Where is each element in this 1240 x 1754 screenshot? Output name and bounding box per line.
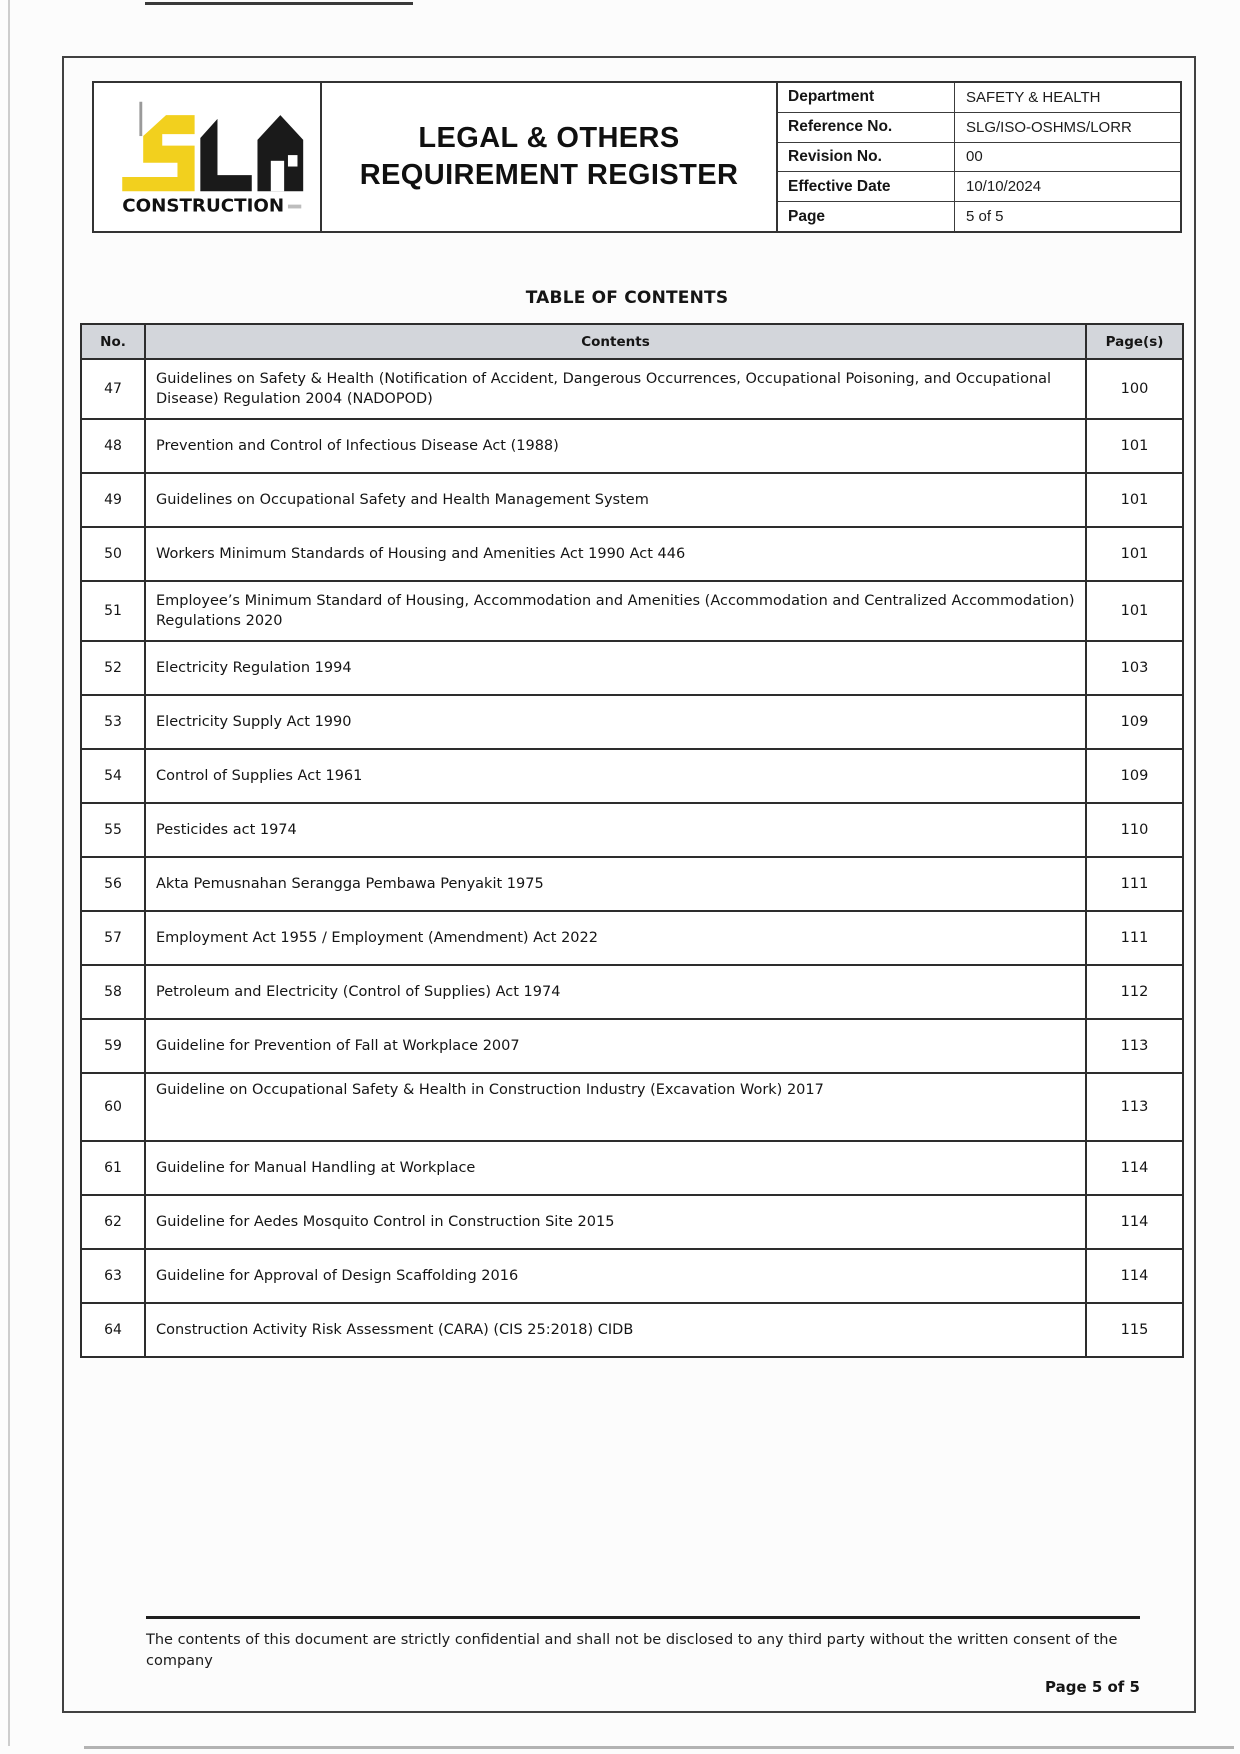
info-label: Department	[778, 83, 955, 112]
table-row	[82, 420, 1182, 474]
row-number: 63	[82, 1250, 146, 1302]
document-info-table	[778, 83, 1180, 231]
row-contents: Guideline on Occupational Safety & Health in Construction Industry (Excavation Work) 2017	[146, 1074, 1087, 1140]
scan-artifact-top	[145, 2, 413, 5]
table-row	[82, 966, 1182, 1020]
row-contents: Guideline for Aedes Mosquito Control in Construction Site 2015	[146, 1196, 1087, 1248]
table-row	[82, 474, 1182, 528]
row-number: 56	[82, 858, 146, 910]
info-value: 10/10/2024	[966, 178, 1042, 196]
info-row-revision-no	[778, 143, 1180, 173]
row-number: 57	[82, 912, 146, 964]
document-header	[92, 81, 1182, 233]
confidentiality-note: The contents of this document are strictly confidential and shall not be disclosed to any third party without the written consent of the company	[146, 1632, 1118, 1669]
row-number: 59	[82, 1020, 146, 1072]
title-line-1: LEGAL & OTHERS	[418, 122, 680, 154]
row-number: 62	[82, 1196, 146, 1248]
row-contents: Electricity Supply Act 1990	[146, 696, 1087, 748]
info-label: Effective Date	[778, 172, 955, 201]
info-row-effective-date	[778, 172, 1180, 202]
row-page-number: 109	[1120, 714, 1149, 730]
info-label: Reference No.	[778, 113, 955, 142]
scan-edge-bottom	[84, 1746, 1234, 1749]
table-row	[82, 1250, 1182, 1304]
row-page-number: 113	[1120, 1038, 1149, 1054]
column-header-contents: Contents	[146, 325, 1087, 358]
row-number: 60	[82, 1074, 146, 1140]
table-row	[82, 642, 1182, 696]
row-contents: Guideline for Approval of Design Scaffolding 2016	[146, 1250, 1087, 1302]
info-row-page	[778, 202, 1180, 231]
info-label: Revision No.	[778, 143, 955, 172]
info-row-department	[778, 83, 1180, 113]
table-row	[82, 804, 1182, 858]
row-number: 49	[82, 474, 146, 526]
row-page-number: 114	[1120, 1268, 1149, 1284]
column-header-no: No.	[82, 325, 146, 358]
row-number: 55	[82, 804, 146, 856]
row-contents: Pesticides act 1974	[146, 804, 1087, 856]
document-title	[322, 83, 778, 231]
footer-page-number: Page 5 of 5	[1045, 1678, 1140, 1696]
row-contents: Guideline for Prevention of Fall at Workplace 2007	[146, 1020, 1087, 1072]
row-contents: Guideline for Manual Handling at Workplace	[146, 1142, 1087, 1194]
table-row	[82, 1142, 1182, 1196]
table-row	[82, 912, 1182, 966]
info-label: Page	[778, 202, 955, 231]
info-value: 00	[966, 148, 983, 166]
toc-table-body	[82, 360, 1182, 1356]
table-row	[82, 1304, 1182, 1356]
row-page-number: 110	[1120, 822, 1149, 838]
column-header-pages: Page(s)	[1105, 333, 1164, 350]
row-number: 47	[82, 360, 146, 418]
company-logo	[94, 83, 322, 231]
slg-logo-icon	[107, 96, 307, 218]
toc-table-header	[82, 325, 1182, 360]
row-number: 61	[82, 1142, 146, 1194]
row-number: 54	[82, 750, 146, 802]
row-page-number: 112	[1120, 984, 1149, 1000]
row-number: 50	[82, 528, 146, 580]
logo-word: CONSTRUCTION	[122, 195, 285, 217]
row-page-number: 111	[1120, 876, 1149, 892]
table-row	[82, 528, 1182, 582]
toc-table	[80, 323, 1184, 1358]
toc-heading: TABLE OF CONTENTS	[525, 288, 729, 308]
row-number: 58	[82, 966, 146, 1018]
row-page-number: 113	[1120, 1099, 1149, 1115]
row-number: 53	[82, 696, 146, 748]
table-row	[82, 360, 1182, 420]
row-page-number: 114	[1120, 1160, 1149, 1176]
row-number: 52	[82, 642, 146, 694]
row-contents: Control of Supplies Act 1961	[146, 750, 1087, 802]
info-value: SLG/ISO-OSHMS/LORR	[966, 118, 1132, 136]
row-page-number: 100	[1120, 381, 1149, 397]
footer-divider	[146, 1616, 1140, 1619]
row-contents: Employee’s Minimum Standard of Housing, Accommodation and Amenities (Accommodation and Centralized Accommodation) Regulations 2020	[146, 582, 1087, 640]
row-contents: Electricity Regulation 1994	[146, 642, 1087, 694]
row-contents: Akta Pemusnahan Serangga Pembawa Penyakit 1975	[146, 858, 1087, 910]
row-contents: Construction Activity Risk Assessment (CARA) (CIS 25:2018) CIDB	[146, 1304, 1087, 1356]
row-contents: Workers Minimum Standards of Housing and Amenities Act 1990 Act 446	[146, 528, 1087, 580]
info-value: SAFETY & HEALTH	[966, 88, 1101, 106]
row-page-number: 101	[1120, 603, 1149, 619]
row-contents: Petroleum and Electricity (Control of Supplies) Act 1974	[146, 966, 1087, 1018]
row-number: 64	[82, 1304, 146, 1356]
info-value: 5 of 5	[966, 208, 1004, 226]
table-row	[82, 858, 1182, 912]
row-number: 48	[82, 420, 146, 472]
row-page-number: 111	[1120, 930, 1149, 946]
table-row	[82, 1196, 1182, 1250]
table-row	[82, 1074, 1182, 1142]
row-contents: Employment Act 1955 / Employment (Amendment) Act 2022	[146, 912, 1087, 964]
info-row-reference-no	[778, 113, 1180, 143]
title-line-2: REQUIREMENT REGISTER	[359, 159, 739, 191]
row-contents: Prevention and Control of Infectious Disease Act (1988)	[146, 420, 1087, 472]
table-row	[82, 750, 1182, 804]
scan-edge-left	[8, 0, 10, 1746]
row-page-number: 115	[1120, 1322, 1149, 1338]
row-number: 51	[82, 582, 146, 640]
row-page-number: 103	[1120, 660, 1149, 676]
row-page-number: 114	[1120, 1214, 1149, 1230]
row-page-number: 109	[1120, 768, 1149, 784]
row-page-number: 101	[1120, 492, 1149, 508]
table-row	[82, 1020, 1182, 1074]
table-row	[82, 582, 1182, 642]
row-contents: Guidelines on Safety & Health (Notification of Accident, Dangerous Occurrences, Occupational Poisoning, and Occupational Disease) Regulation 2004 (NADOPOD)	[146, 360, 1087, 418]
table-row	[82, 696, 1182, 750]
row-page-number: 101	[1120, 438, 1149, 454]
row-contents: Guidelines on Occupational Safety and Health Management System	[146, 474, 1087, 526]
row-page-number: 101	[1120, 546, 1149, 562]
